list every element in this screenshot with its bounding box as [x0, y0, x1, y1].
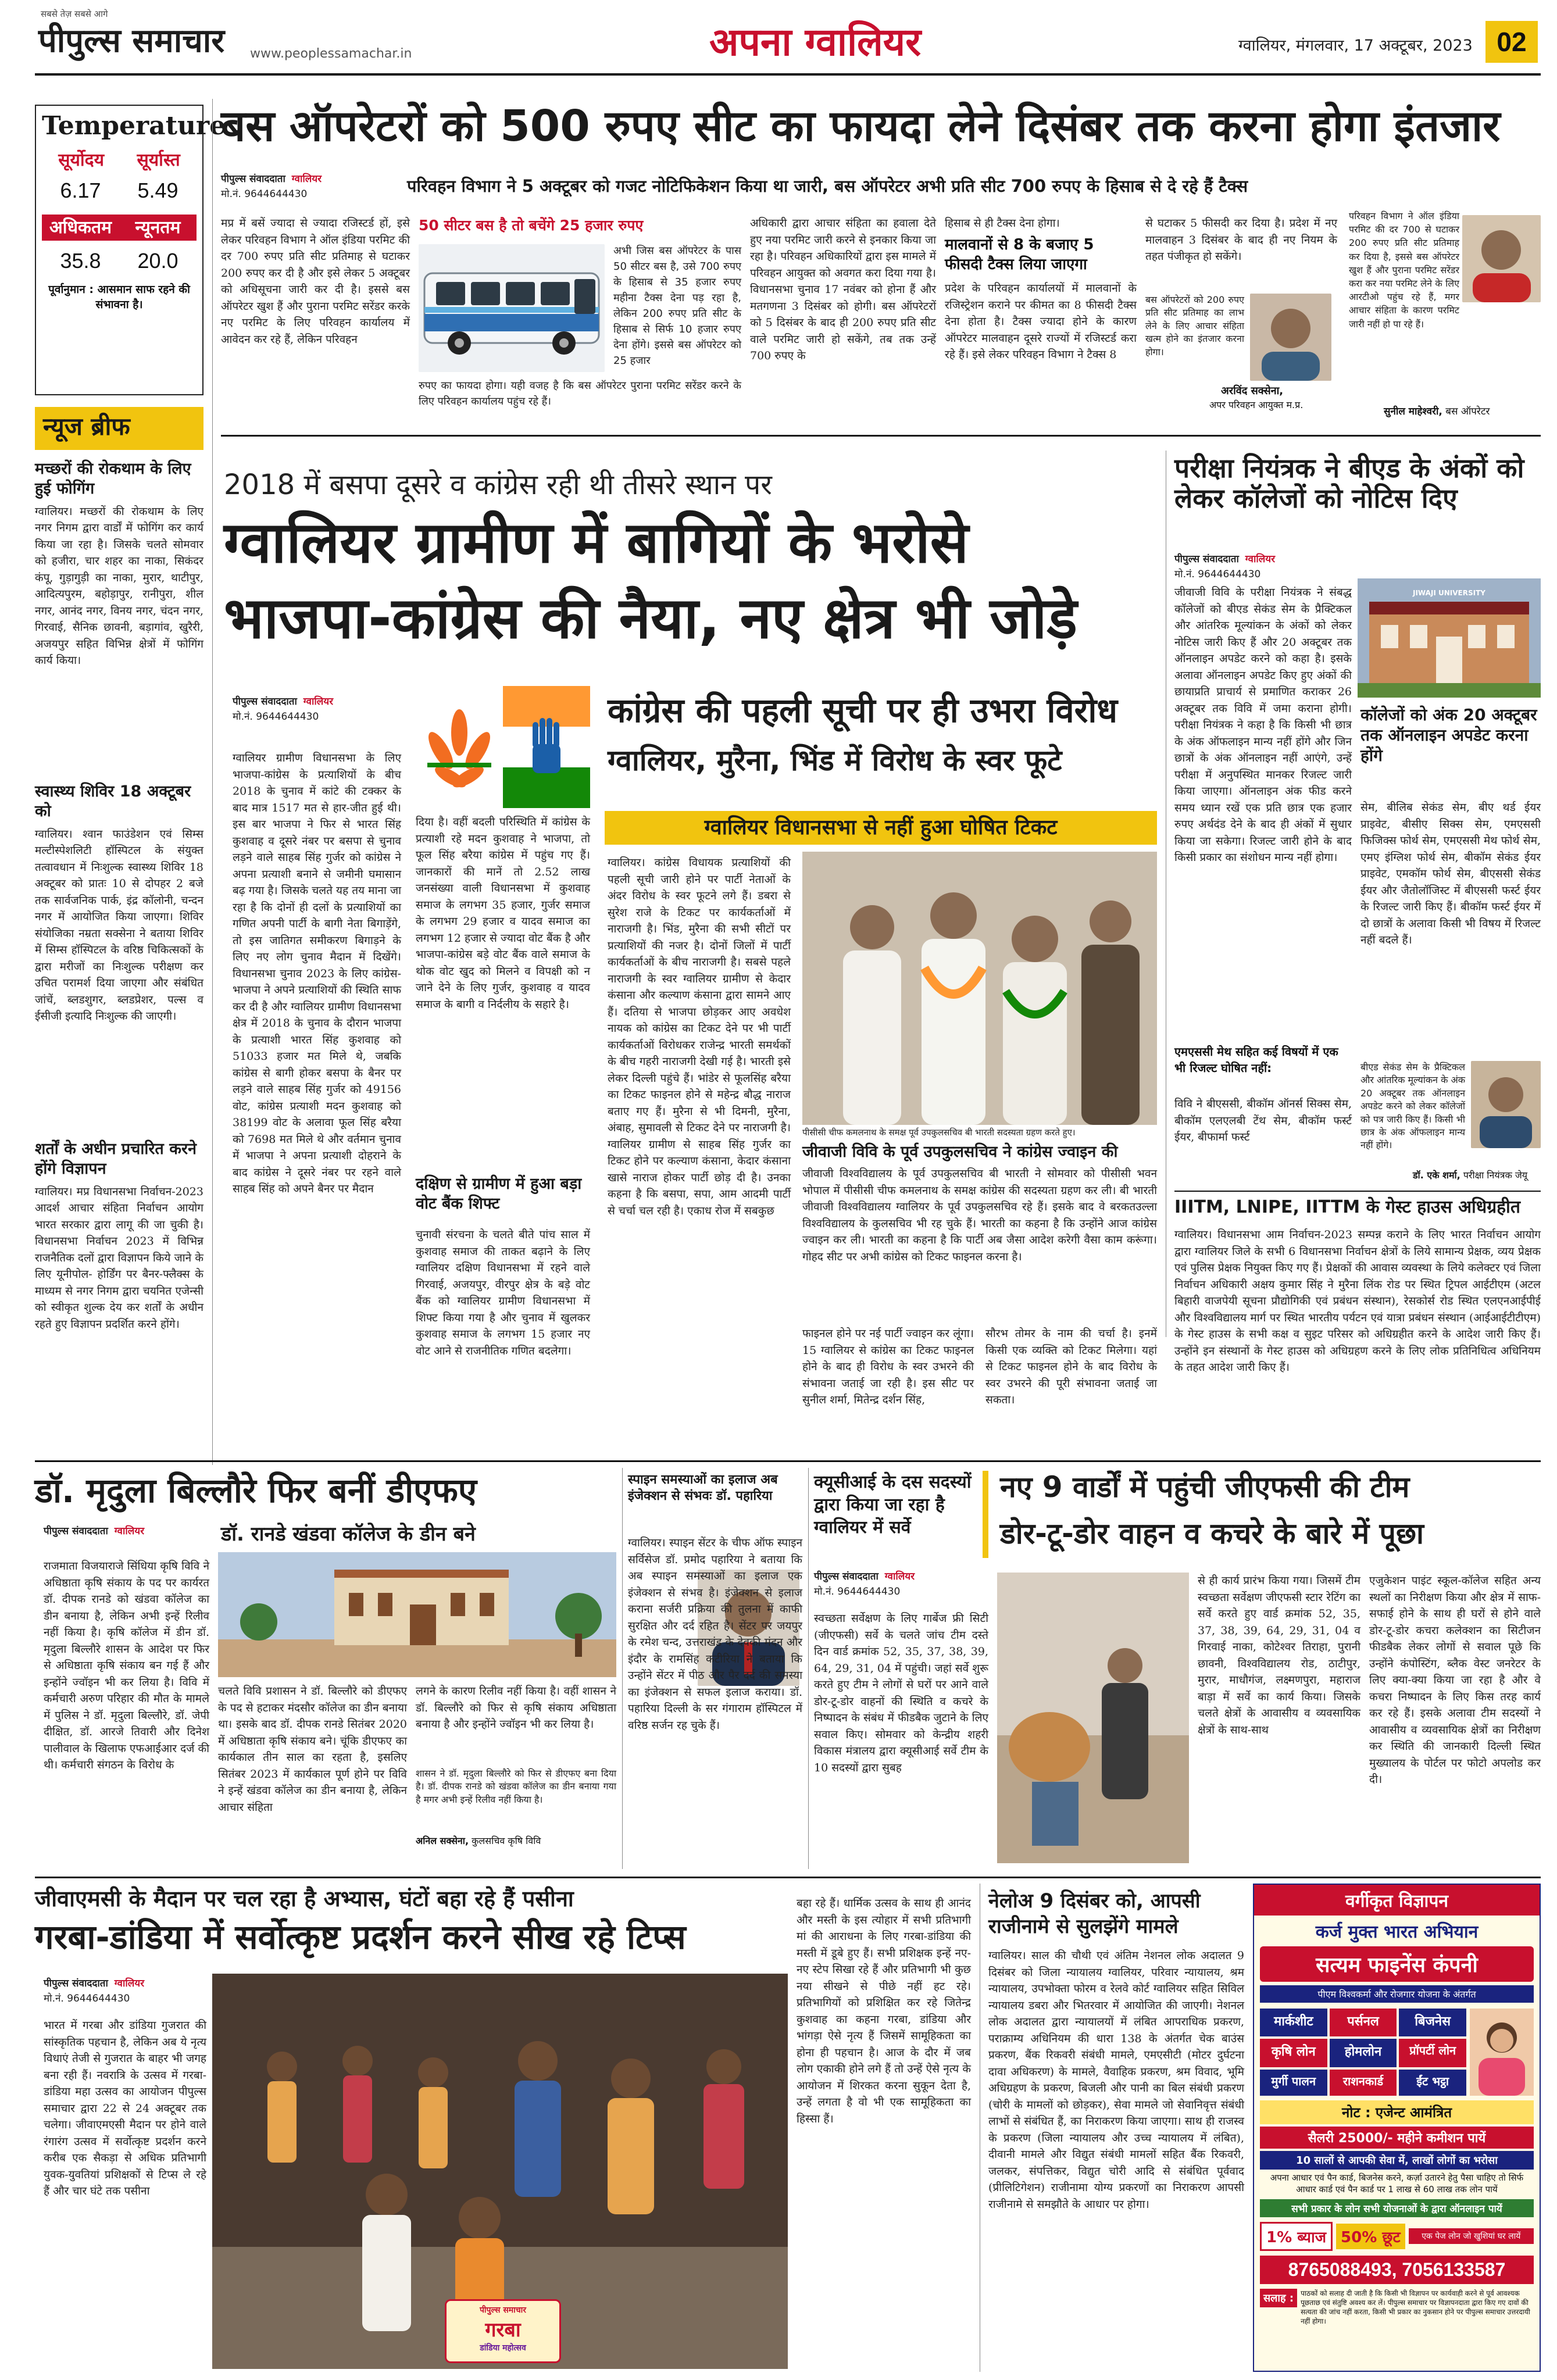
garba-kicker: जीवाएमसी के मैदान पर चल रहा है अभ्यास, घंटों बहा रहे हैं पसीना [35, 1886, 574, 1911]
dean-quote [416, 1767, 616, 1869]
bus-image [419, 244, 605, 372]
loan-tag: बिजनेस [1399, 2009, 1466, 2036]
exam-col1-subhead: एमएससी मेथ सहित कई विषयों में एक भी रिजल्ट घोषित नहीं: [1174, 1045, 1338, 1075]
company-tagline: पीएम विश्वकर्मा और रोजगार योजना के अंतर्गत [1260, 1985, 1534, 2003]
exam-text-col1b: विवि ने बीएससी, बीकॉम ऑनर्स सिक्स सेम, बीकॉम एलएलबी टेंथ सेम, बीकॉम फर्स्ट ईयर, बीफार्मा फर्स्ट [1174, 1098, 1352, 1143]
loan-tag: पर्सनल [1330, 2009, 1397, 2036]
politics-headline-2: भाजपा-कांग्रेस की नैया, नए क्षेत्र भी जोड़े [224, 585, 1077, 652]
brief-text: ग्वालियर। मच्छरों की रोकथाम के लिए नगर निगम द्वारा वार्डों में फोगिंग कर कार्य किया जा रहा है। जिसके चलते सोमवार को हजीरा, चार शहर का नाका, सिकंदर कंपू, गुड़ागुड़ी का नाका, मुरार, थाटीपुर, आदित्यपुरम, बहोड़ापुर, रानीपुरा, शील नगर, आनंद नगर, विनय नगर, चंदन नगर, गिरवाई, सैनिक छावनी, बड़ागांव, खुरैरी, अजयपुर सहित विभिन्न क्षेत्रों में फोगिंग कार्य किया। [35, 505, 203, 667]
salary-line: सैलरी 25000/- महीने कमीशन पायें [1260, 2127, 1534, 2149]
brief-heading: मच्छरों की रोकथाम के लिए हुई फोगिंग [35, 460, 191, 498]
agent-portrait [1470, 2009, 1534, 2096]
byline-name: पीपुल्स संवाददाता [44, 1978, 108, 1989]
news-brief-title: न्यूज ब्रीफ [43, 412, 130, 441]
info-line: अपना आधार एवं पैन कार्ड, बिजनेस करने, कर्ज़ा उतारने हेतु पैसा चाहिए तो सिर्फ आधार कार्ड एवं पैन कार्ड पर 1 लाख से 60 लाख तक लोन पायें [1270, 2172, 1524, 2195]
spine-headline: स्पाइन समस्याओं का इलाज अब इंजेक्शन से संभवः डॉ. पहारिया [628, 1473, 778, 1503]
quote-text: परिवहन विभाग ने ऑल इंडिया परमिट की दर 700 से घटाकर 200 रुपए प्रति सीट प्रतिमाह कर दिया है, इससे बस ऑपरेटर खुश हैं और पुराना परमिट सरेंडर करा कर नया परमिट लेने के लिए आरटीओ पहुंच रहे हैं, मगर आचार संहिता के कारण परमिट जारी नहीं हो पा रहे हैं। [1349, 210, 1459, 330]
easy-line: एक पेज लोन जो खुशियां घर लायें [1409, 2228, 1534, 2244]
loan-tag: प्रॉपर्टी लोन [1399, 2039, 1466, 2067]
jiwaji-text: जीवाजी विश्वविद्यालय के पूर्व उपकुलसचिव बी भारती ने सोमवार को पीसीसी भवन भोपाल में पीसीसी चीफ कमलनाथ के समक्ष कांग्रेस की सदस्यता ग्रहण कर ली। बी भारती जीवाजी विश्वविद्यालय ग्वालियर के पूर्व उपकुलसचिव रहे हैं। इसके बाद वे बरकतउल्ला विश्वविद्यालय के कुलसचिव भी रह चुके हैं। भारती का कहना है कि उन्होंने आज कांग्रेस ज्वाइन कर ली। भारती का कहना है कि पार्टी अब जैसा आदेश करेगी वैसा काम करूंगा। गोहद सीट पर अभी कांग्रेस को टिकट फाइनल करना है। [802, 1167, 1157, 1263]
gfc-headline-1: नए 9 वार्डों में पहुंची जीएफसी की टीम [1000, 1470, 1410, 1504]
section-rule [35, 1460, 1541, 1462]
congress-text-col1: ग्वालियर। कांग्रेस विधायक प्रत्याशियों की पहली सूची जारी होने पर पार्टी नेताओं के अंदर विरोध के स्वर फूटने लगे हैं। डबरा से सुरेश राजे के टिकट पर कार्यकर्ताओं में नाराजगी है। भिंड, मुरैना की सभी सीटों पर प्रत्याशियों की नजर है। दोनों जिलों में पार्टी कार्यकर्ताओं के बीच नाराजगी है। सबसे पहले नाराजगी के स्वर ग्वालियर ग्रामीण से केदार कंसाना और कल्याण कंसाना द्वारा सामने आए हैं। दतिया से भाजपा छोड़कर आए अवधेश नायक को कांग्रेस का टिकट देने पर भी पार्टी कार्यकर्ताओं विरोधकर राजेन्द्र भारती समर्थकों के बीच गहरी नाराजगी देखी गई है। भारती इसे लेकर दिल्ली पहुंचे हैं। भांडेर से फूलसिंह बरैया का टिकट फाइनल होने से महेन्द्र बौद्ध नाराज बताए गए हैं। मुरैना से भी दिमनी, मुरैना, अंबाह, सुमावली से टिकट देने पर नाराजगी है। ग्वालियर ग्रामीण से साहब सिंह गुर्जर का टिकट होने पर कल्याण कंसाना, केदार कंसाना खासे नाराज होकर पार्टी छोड़ दी है। उनका कहना है कि बसपा, सपा, आम आदमी पार्टी से चर्चा चल रही है। एकाध रोज में सबकुछ [608, 856, 791, 1217]
bus-quote1 [1145, 294, 1337, 416]
bus-text-col4: से घटाकर 5 फीसदी कर दिया है। प्रदेश में नए मालवाहन 3 दिसंबर के बाद ही नए नियम के तहत पंजीकृत हो सकेंगे। [1145, 217, 1337, 263]
loan-tag: मुर्गी पालन [1260, 2070, 1327, 2096]
section-title: अपना ग्वालियर [709, 20, 922, 65]
bus-col3-subhead: मालवानों से 8 के बजाए 5 फीसदी टैक्स लिया जाएगा [945, 236, 1094, 273]
byline-mobile: मो.नं. 9644644430 [1174, 568, 1261, 580]
advice-label: सलाह : [1260, 2289, 1297, 2307]
iiitm-text: ग्वालियर। विधानसभा आम निर्वाचन-2023 सम्पन्न कराने के लिए भारत निर्वाचन आयोग द्वारा ग्वालियर जिले के सभी 6 विधानसभा निर्वाचन क्षेत्रों के लिये सामान्य प्रेक्षक, व्यय प्रेक्षक एवं पुलिस प्रेक्षक नियुक्त किए गए हैं। प्रेक्षकों की आवास व्यवस्था के लिये कलेक्टर एवं जिला निर्वाचन अधिकारी अक्षय कुमार सिंह ने मुरैना लिंक रोड पर स्थित ट्रिपल आईटीएम (अटल बिहारी वाजपेयी सूचना प्रौद्योगिकी एवं प्रबंधन संस्थान), रेसकोर्स रोड स्थित एलएनआईपीई और विश्वविद्यालय मार्ग पर स्थित भारतीय पर्यटन एवं यात्रा प्रबंधन संस्थान (आईआईटीटीएम) के गेस्ट हाउस के सभी कक्ष व सुइट परिसर को अधिग्रहीत करने के आदेश जारी किए हैं। उन्होंने इन संस्थानों के गेस्ट हाउस को अधिग्रहण करने के लिए लोक प्रतिनिधित्व अधिनियम के तहत आदेश जारी किए हैं। [1174, 1228, 1541, 1374]
bus-text-col3a: हिसाब से ही टैक्स देना होगा। [945, 217, 1060, 230]
congress-text-col3: सौरभ तोमर के नाम की चर्चा है। इनमें किसी एक व्यक्ति को टिकट मिलेगा। यहां से टिकट फाइनल होने के बाद विरोध के स्वर उभरने की पूरी संभावना जताई जा सकता। [985, 1327, 1157, 1406]
congress-photo-caption: पीसीसी चीफ कमलनाथ के समक्ष पूर्व उपकुलसचिव बी भारती सदस्यता ग्रहण करते हुए। [802, 1127, 1076, 1138]
byline-mobile: मो.नं. 9644644430 [44, 1992, 130, 2004]
survey-headline-box [814, 1471, 988, 1558]
byline-city: ग्वालियर [114, 1525, 145, 1537]
brief-heading: शर्तों के अधीन प्रचारित करने होंगे विज्ञापन [35, 1140, 197, 1178]
dean-text-col1: राजमाता विजयाराजे सिंधिया कृषि विवि ने अधिष्ठाता कृषि संकाय के पद पर कार्यरत डॉ. दीपक रानडे को खंडवा कॉलेज का डीन बनाया है, लेकिन अभी इन्हें रिलीव नहीं किया है। कृषि कॉलेज में डीन डॉ. मृदुला बिल्लौरे शासन के आदेश पर फिर से अधिष्ठाता कृषि संकाय बन गई हैं और इन्होंने ज्वॉइन भी कर लिया है। विवि में कर्मचारी अरुण परिहार की मौत के मामले में पुलिस ने डॉ. मृदुला बिल्लौरे, डॉ. जेपी दीक्षित, डॉ. आरजे तिवारी और दिनेश पालीवाल के खिलाफ एफआईआर दर्ज की थी। कर्मचारी संगठन के विरोध के [44, 1560, 209, 1771]
sunset-label: सूर्यास्त [137, 150, 180, 171]
quote1-portrait [1250, 294, 1331, 381]
website: www.peoplessamachar.in [250, 47, 412, 61]
discount-badge: 50% छूट [1336, 2224, 1405, 2249]
iiitm-headline: IIITM, LNIPE, IITTM के गेस्ट हाउस अधिग्रहीत [1174, 1197, 1520, 1217]
masthead-rule [35, 73, 1541, 76]
dean-headline: डॉ. मृदुला बिल्लौरे फिर बनीं डीएफए [35, 1471, 477, 1510]
loan-tag: होमलोन [1330, 2039, 1397, 2067]
news-brief-item [35, 459, 203, 810]
years-line: 10 सालों से आपकी सेवा में, लाखों लोगों का भरोसा [1260, 2151, 1534, 2170]
gfc-text-col2: एजुकेशन पाइंट स्कूल-कॉलेज सहित अन्य स्थलों का निरीक्षण किया और क्षेत्र में साफ-सफाई होने के साथ ही घरों से होने वाले डोर-टू-डोर कचरा कलेक्शन का सिटीजन फीडबैक लेकर लोगों से सवाल पूछे कि उन्होंने कंपोस्टिंग, ब्लैक वेस्ट जनरेटर के लिए क्या-क्या किया जा रहा है और वे कचरा निष्पादन के लिए किस तरह कार्य कर रहे हैं। इसके अलावा टीम सदस्यों ने आवासीय व व्यवसायिक क्षेत्रों का निरीक्षण कर स्थिति की जानकारी दिल्ली स्थित मुख्यालय के पोर्टल पर फोटो अपलोड कर दी। [1369, 1574, 1541, 1786]
quote-portrait [1471, 1061, 1541, 1148]
exam-text-col1: जीवाजी विवि के परीक्षा नियंत्रक ने संबद्ध कॉलेजों को बीएड सेकंड सेम के प्रैक्टिकल और आंतरिक मूल्यांकन के अंकों को लेकर नोटिस जारी किए हैं और 20 अक्टूबर तक ऑनलाइन अपडेट करने को कहा है। इसके अलावा ऑनलाइन अपडेट किए हुए अंकों की छायाप्रति प्राचार्य से प्रमाणित कराकर 26 अक्टूबर तक विवि में जमा कराना होगी। परीक्षा नियंत्रक ने कहा है कि किसी भी छात्र के अंक ऑफलाइन मान्य नहीं होंगे और जिन छात्रों के अंक ऑनलाइन नहीं आएंगे, उन्हें परीक्षा में अनुपस्थित मानकर रिजल्ट जारी किया जाएगा। ऑनलाइन अंक फीड करने समय ध्यान रखें एक प्रति छात्र एक हजार रुपए अर्थदंड देने के बाद ही अंकों में सुधार किया जा सकेगा। रिजल्ट जारी होने के बाद किसी प्रकार का संशोधन मान्य नहीं होगा। [1174, 586, 1352, 864]
paper-name: पीपुल्स समाचार [38, 22, 225, 60]
bus-subhead: परिवहन विभाग ने 5 अक्टूबर को गजट नोटिफिकेशन किया था जारी, बस ऑपरेटर अभी प्रति सीट 700 रुपए के हिसाब से दे रहे हैं टैक्स [407, 176, 1248, 196]
company-name: सत्यम फाइनेंस कंपनी [1260, 1946, 1534, 1982]
quote-role: अपर परिवहन आयुक्त म.प्र. [1209, 399, 1304, 410]
byline-mobile: मो.नं. 9644644430 [233, 710, 319, 723]
hand-icon [533, 718, 560, 773]
quote-name: अरविंद सक्सेना, [1221, 385, 1284, 397]
exam-byline [1174, 552, 1343, 582]
politics-text-col1: ग्वालियर ग्रामीण विधानसभा के लिए भाजपा-कांग्रेस के प्रत्याशियों के बीच 2018 के चुनाव में कांटे की टक्कर के बाद मात्र 1517 मत से हार-जीत हुई थी। इस बार भाजपा ने फिर से भारत सिंह कुशवाह व दूसरे नंबर पर बसपा से चुनाव लड़ने वाले साहब सिंह गुर्जर को कांग्रेस ने अपना प्रत्याशी बनाने से जमीनी घमासान बढ़ गया है। जिसके चलते यह तय माना जा रहा है कि दोनों ही दलों के प्रत्याशियों का गणित अपनी पार्टी के बागी नेता बिगाड़ेंगे, तो इस जातिगत समीकरण बिगाड़ने के लिए नए लोग चुनाव मैदान में दिखेंगे। विधानसभा चुनाव 2023 के लिए कांग्रेस-भाजपा ने अपने प्रत्याशियों की स्थिति साफ कर दी है और ग्वालियर ग्रामीण विधानसभा क्षेत्र में 2018 के चुनाव के दौरान भाजपा के प्रत्याशी भारत सिंह कुशवाह को 51033 हजार मत मिले थे, जबकि कांग्रेस से बागी होकर बसपा के बैनर पर लड़ने वाले साहब सिंह गुर्जर को 49156 वोट, कांग्रेस प्रत्याशी मदन कुशवाह को 38199 वोट के अलावा फूल सिंह बरैया को 7698 मत मिले थे और वर्तमान चुनाव में भाजपा ने अपना प्रत्याशी दोहराने के बाद कांग्रेस ने दूसरे नंबर पर रहने वाले साहब सिंह को अपने बैनर पर मैदान [233, 752, 401, 1195]
congress-text-col2: फाइनल होने पर नई पार्टी ज्वाइन कर लूंगा। 15 ग्वालियर से कांग्रेस का टिकट फाइनल होने के बाद ही विरोध के स्वर उभरने की संभावना जताई जा रही है। इस सीट पर सुनील शर्मा, मितेन्द्र दर्शन सिंह, [802, 1327, 974, 1406]
exam-quote [1360, 1061, 1541, 1183]
brief-heading: स्वास्थ्य शिविर 18 अक्टूबर को [35, 782, 191, 820]
congress-photo [802, 852, 1157, 1125]
byline-mobile: मो.नं. 9644644430 [814, 1585, 901, 1598]
note-line: नोट : एजेन्ट आमंत्रित [1260, 2100, 1534, 2124]
quote-text: बीएड सेकंड सेम के प्रैक्टिकल और आंतरिक मूल्यांकन के अंक 20 अक्टूबर तक ऑनलाइन अपडेट करने को लेकर कॉलेजों को पत्र जारी किए हैं। किसी भी छात्र के अंक ऑफलाइन मान्य नहीं होंगे। [1360, 1062, 1465, 1151]
spine-text: ग्वालियर। स्पाइन सेंटर के चीफ ऑफ स्पाइन सर्विसेज डॉ. प्रमोद पहारिया ने बताया कि अब स्पाइन समस्याओं का इलाज एक इंजेक्शन से संभव है। इंजेक्शन से इलाज कराना सर्जरी प्रक्रिया की तुलना में काफी सुरक्षित और दर्द रहित है। सेंटर पर जयपुर के रमेश चन्द, उत्तराखंड के देवकी मंदन और इंदौर के रामसिंह कटीरिया ने बताया कि उन्होंने सेंटर में पीठ और पैर दर्द की समस्या का इंजेक्शन से सफल इलाज कराया। डॉ. पहारिया दिल्ली के सर गंगाराम हॉस्पिटल में वरिष्ठ सर्जन रह चुके हैं। [628, 1536, 802, 1732]
quote-role: परीक्षा नियंत्रक जेयू [1463, 1170, 1527, 1181]
column-divider [622, 1468, 623, 1869]
loan-tag: कृषि लोन [1260, 2039, 1327, 2067]
bus-text-col2: अधिकारी द्वारा आचार संहिता का हवाला देते हुए नया परमिट जारी करने से इनकार किया जा रहा है। परिवहन अधिकारियों द्वारा इस मामले में परिवहन आयुक्त को अवगत करा दिया गया है। विधानसभा चुनाव 17 नवंबर को होना हैं और मतगणना 3 दिसंबर को होगी। बस ऑपरेटरों को 5 दिसंबर के बाद ही 200 रुपए प्रति सीट वाले परमिट जारी हो सकेंगे, तब तक उन्हें 700 रुपए के [750, 217, 936, 362]
bus-photo-caption: अभी जिस बस ऑपरेटर के पास 50 सीटर बस है, उसे 700 रुपए के हिसाब से 35 हजार रुपए महीना टैक्स देना पड़ रहा है, लेकिन 200 रुपए प्रति सीट के हिसाब से सिर्फ 10 हजार रुपए देना होंगे। इससे बस ऑपरेटर को 25 हजार [613, 245, 741, 367]
dean-byline [44, 1524, 212, 1539]
min-label: न्यूनतम [135, 217, 181, 238]
bus-text-col1b: रुपए का फायदा होगा। यही वजह है कि बस ऑपरेटर पुराना परमिट सरेंडर करने के लिए परिवहन कार्यालय पहुंच रहे हैं। [419, 380, 741, 408]
quote-text: बस ऑपरेटरों को 200 रुपए प्रति सीट प्रतिमाह का लाभ लेने के लिए आचार संहिता खत्म होने का इंतजार करना होगा। [1145, 294, 1244, 358]
news-brief-item [35, 782, 203, 1163]
politics-kicker: 2018 में बसपा दूसरे व कांग्रेस रही थी तीसरे स्थान पर [224, 469, 772, 501]
classified-ad [1253, 1884, 1541, 2372]
bus-photo-caption-title: 50 सीटर बस है तो बचेंगे 25 हजार रुपए [419, 217, 644, 234]
byline-name: पीपुल्स संवाददाता [233, 696, 297, 707]
dean-subhead: डॉ. रानडे खंडवा कॉलेज के डीन बने [221, 1523, 476, 1546]
exam-side-head: कॉलेजों को अंक 20 अक्टूबर तक ऑनलाइन अपडेट करना होंगे [1360, 705, 1537, 765]
news-brief-item [35, 1139, 203, 1486]
lok-text: ग्वालियर। साल की चौथी एवं अंतिम नेशनल लोक अदालत 9 दिसंबर को जिला न्यायालय ग्वालियर, परिवार न्यायालय, श्रम न्यायालय, उपभोक्ता फोरम व रेलवे कोर्ट ग्वालियर सहित सिविल न्यायालय डबरा और भितरवार में आयोजित की जाएगी। नेशनल लोक अदालत द्वारा न्यायालयों में लंबित आपराधिक प्रकरण, पराक्राम्य अधिनियम की धारा 138 के अंतर्गत चेक बाउंस प्रकरण, बैंक रिकवरी संबंधी मामले, एमएसीटी (मोटर दुर्घटना दावा अधिकरण) के मामले, वैवाहिक प्रकरण, श्रम विवाद, भूमि अधिग्रहण के प्रकरण, बिजली और पानी का बिल संबंधी प्रकरण (चोरी के मामलों को छोड़कर), सेवा मामले जो सेवानिवृत्त संबंधी लाभों से संबंधित हैं, का निराकरण किया जाएगा। साथ ही राजस्व के प्रकरण (जिला न्यायालय और उच्च न्यायालय में लंबित), दीवानी मामले और विद्युत संबंधी मामलों सहित बैंक रिकवरी, जलकर, संपत्तिकर, विद्युत चोरी आदि से संबंधित पूर्ववाद (प्रीलिटिगेशन) राजीनामा योग्य प्रकरणों का निराकरण आपसी राजीनामे से समझौते के आधार पर होगा। [988, 1949, 1244, 2211]
sunrise-label: सूर्योदय [58, 150, 105, 171]
byline-city: ग्वालियर [114, 1978, 145, 1989]
masthead-tagline: सबसे तेज़ सबसे आगे [41, 9, 108, 19]
byline-name: पीपुल्स संवाददाता [44, 1525, 108, 1537]
gfc-text-col1: से ही कार्य प्रारंभ किया गया। जिसमें टीम स्वच्छता सर्वेक्षण जीएफसी स्टार रेटिंग का सर्वे करते हुए वार्ड क्रमांक 52, 35, 37, 38, 39, 64, 29, 31, 04 व गिरवाई नाका, कोटेश्वर तिराहा, पुरानी छावनी, विश्वविद्यालय रोड, ठाटीपुर, मुरार, माधौगंज, लक्ष्मणपुरा, महाराज बाड़ा में सर्वे का कार्य किया। जिसके चलते क्षेत्रों के आवासीय व व्यवसायिक क्षेत्रों के साथ-साथ [1198, 1574, 1360, 1736]
lok-headline: नेलोअ 9 दिसंबर को, आपसी राजीनामे से सुलझेंगे मामले [988, 1889, 1201, 1939]
section-rule [35, 1877, 1541, 1878]
politics-byline [233, 695, 401, 724]
logo-bot: डांडिया महोत्सव [480, 2343, 526, 2353]
university-photo [1358, 578, 1541, 698]
bus-text-col1: मप्र में बसें ज्यादा से ज्यादा रजिस्टर्ड हों, इसे लेकर परिवहन विभाग ने ऑल इंडिया परमिट की दर 700 रुपए प्रति सीट प्रतिमाह से घटाकर 200 रुपए कर दी है और इसे लेकर 5 अक्टूबर को अधिसूचना जारी कर दी है। इससे बस ऑपरेटर खुश हैं और पुराना परमिट सरेंडर करके नए परमिट के लिए परिवहन कार्यालय में आवेदन कर रहे हैं, लेकिन परिवहन [221, 217, 410, 346]
party-logos [416, 686, 590, 808]
garba-text-col2: बहा रहे हैं। धार्मिक उत्सव के साथ ही आनंद और मस्ती के इस त्योहार में सभी प्रतिभागी मां की आराधना के लिए गरबा-डांडिया की मस्ती में डूबे हुए हैं। सभी प्रशिक्षक इन्हें नए-नए स्टेप सिखा रहे हैं और प्रतिभागी भी कुछ नया सीखने से पीछे नहीं हट रहे। प्रतिभागियों को प्रशिक्षित कर रहे जितेन्द्र कुशवाह का कहना गरबा, डांडिया और भांगड़ा ऐसे नृत्य हैं जिसमें सामूहिकता का होना ही पहचान है। आज के दौर में जब लोग एकाकी होने लगे हैं तो उन्हें ऐसे नृत्य के आयोजन में शिरकत करना सुकून देता है, उन्हें लगता है वो भी एक सामूहिकता का हिस्सा हैं। [797, 1897, 971, 2125]
gfc-headline-2: डोर-टू-डोर वाहन व कचरे के बारे में पूछा [1000, 1517, 1424, 1550]
university-sign: JIWAJI UNIVERSITY [1413, 589, 1485, 597]
quote-name: सुनील माहेश्वरी, [1384, 406, 1442, 417]
jiwaji-subhead: जीवाजी विवि के पूर्व उपकुलसचिव ने कांग्रेस ज्वाइन की [802, 1143, 1118, 1161]
byline-name: पीपुल्स संवाददाता [221, 173, 285, 185]
temperature-title: Temperature [42, 111, 226, 141]
byline-name: पीपुल्स संवाददाता [1174, 553, 1239, 565]
politics-text-col2: दिया है। वहीं बदली परिस्थिति में कांग्रेस के प्रत्याशी रहे मदन कुशवाह ने भाजपा, तो फूल सिंह बरैया कांग्रेस में पहुंच गए हैं। जानकारों की मानें तो 2.52 लाख जनसंख्या वाली विधानसभा में कुशवाह समाज के लगभग 35 हजार, गुर्जर समाज के लगभग 29 हजार व यादव समाज का लगभग 12 हजार से ज्यादा वोट बैंक है और भाजपा-कांग्रेस बड़े वोट बैंक वाले समाज के थोक वोट खुद को मिलने व विपक्षी को न जाने देने के लिए गुर्जर, कुशवाह व यादव समाज के बागी व निर्दलीय के सहारे है। [416, 816, 590, 1011]
byline-city: ग्वालियर [303, 696, 334, 707]
politics-text-col2b: चुनावी संरचना के चलते बीते पांच साल में कुशवाह समाज की ताकत बढ़ाने के लिए ग्वालियर दक्षिण विधानसभा में रहने वाले गिरवाई, अजयपुर, वीरपुर क्षेत्र के बड़े वोट बैंक को ग्वालियर ग्रामीण विधानसभा में शिफ्ट किया गया है और चुनाव में खुलकर कुशवाह समाज के लगभग 15 हजार नए वोट आने से राजनीतिक गणित बदलेगा। [416, 1228, 590, 1357]
quote-name: डॉ. एके शर्मा, [1413, 1170, 1460, 1181]
byline-city: ग्वालियर [1245, 553, 1276, 565]
min-value: 20.0 [137, 249, 178, 273]
dean-text-col2: चलते विवि प्रशासन ने डॉ. बिल्लौरे को डीएफए के पद से हटाकर मंदसौर कॉलेज का डीन बनाया था। इसके बाद डॉ. दीपक रानडे सितंबर 2020 में अधिष्ठाता कृषि संकाय बने। चूंकि डीएफए का कार्यकाल तीन साल का रहता है, इसलिए सितंबर 2023 में कार्यकाल पूर्ण होने पर विवि ने इन्हें खंडवा कॉलेज का डीन बनाया है, लेकिन आचार संहिता [218, 1685, 407, 1814]
politics-headline-1: ग्वालियर ग्रामीण में बागियों के भरोसे [224, 510, 969, 576]
loan-tag: मार्कशीट [1260, 2009, 1327, 2036]
masthead [0, 0, 1557, 87]
congress-headline: कांग्रेस की पहली सूची पर ही उभरा विरोध [608, 691, 1118, 730]
sunset-value: 5.49 [137, 178, 178, 202]
quote-name: अनिल सक्सेना, [416, 1835, 469, 1846]
bus-quote2 [1349, 209, 1541, 419]
classified-header: वर्गीकृत विज्ञापन [1254, 1885, 1540, 1916]
banner-text: ग्वालियर विधानसभा से नहीं हुआ घोषित टिकट [704, 816, 1058, 839]
byline-name: पीपुल्स संवाददाता [814, 1571, 879, 1582]
garba-logo [445, 2299, 561, 2363]
quote-role: बस ऑपरेटर [1445, 406, 1490, 417]
logo-mid: गरबा [485, 2318, 521, 2342]
dean-photo [218, 1552, 616, 1677]
forecast: पूर्वानुमान : आसमान साफ रहने की संभावना है। [48, 283, 190, 312]
bus-byline [221, 172, 390, 202]
quote-text: शासन ने डॉ. मृदुला बिल्लौरे को फिर से डीएफए बना दिया है। डॉ. दीपक रानडे को खंडवा कॉलेज का डीन बनाया गया है मगर अभी इन्हें रिलीव नहीं किया है। [416, 1768, 616, 1805]
dateline: ग्वालियर, मंगलवार, 17 अक्टूबर, 2023 [1238, 37, 1473, 55]
survey-text: स्वच्छता सर्वेक्षण के लिए गार्बेज फ्री सिटी (जीएफसी) सर्वे के चलते जांच टीम दस्ते दिन वार्ड क्रमांक 52, 35, 37, 38, 39, 64, 29, 31, 04 में पहुंची। जहां सर्वे शुरू करते हुए टीम ने लोगों से घरों पर आने वाले डोर-टू-डोर वाहनों की स्थिति व कचरे के निष्पादन के संबंध में फीडबैक जुटाने के लिए सवाल किए। सोमवार को केन्द्रीय शहरी विकास मंत्रालय द्वारा क्यूसीआई सर्वे टीम के 10 सदस्यों द्वारा सुबह [814, 1612, 988, 1774]
news-brief-header [35, 407, 203, 450]
column-divider [808, 1468, 809, 1869]
brief-text: ग्वालियर। श्वान फाउंडेशन एवं सिम्स मल्टीस्पेशलिटी हॉस्पिटल के संयुक्त तत्वावधान में निःशुल्क स्वास्थ्य शिविर 18 अक्टूबर को प्रातः 10 से दोपहर 2 बजे तक सार्वजनिक पार्क, इंद्र कॉलोनी, चन्दन नगर में आयोजित किया जाएगा। शिविर संयोजिका नम्रता सक्सेना ने बताया शिविर में सिम्स हॉस्पिटल के वरिष्ठ चिकित्सकों के द्वारा मरीजों का निःशुल्क परीक्षण कर उचित परामर्श दिया जाएगा और संबंधित जांचें, ब्लडशुगर, ब्लडप्रेशर, पल्स व ईसीजी इत्यादि निःशुल्क की जाएगी। [35, 827, 203, 1023]
phone-numbers: 8765088493, 7056133587 [1260, 2256, 1534, 2284]
dean-text-col3: लगने के कारण रिलीव नहीं किया है। वहीं शासन ने डॉ. बिल्लौरे को फिर से कृषि संकाय अधिष्ठाता बनाया है और इन्होंने ज्वॉइन भी कर लिया है। [416, 1685, 616, 1731]
sunrise-value: 6.17 [60, 178, 101, 202]
loan-tag: ईंट भट्ठा [1399, 2070, 1466, 2096]
brief-text: ग्वालियर। मप्र विधानसभा निर्वाचन-2023 आदर्श आचार संहिता निर्वाचन आयोग भारत सरकार द्वारा लागू की जा चुकी है। विधानसभा निर्वाचन 2023 में विभिन्न राजनैतिक दलों द्वारा विज्ञापन किये जाने के लिए यूनीपोल- होर्डिंग पर बैनर-फ्लैक्स के माध्यम से नगर निगम द्वारा चयनित एजेन्सी को स्वीकृत शुल्क देय कर शर्तों के अधीन रहते हुए विज्ञापन प्रदर्शित करने होंगे। [35, 1185, 203, 1331]
max-label: अधिकतम [49, 217, 112, 238]
bus-headline: बस ऑपरेटरों को 500 रुपए सीट का फायदा लेने दिसंबर तक करना होगा इंतजार [221, 101, 1501, 151]
byline-mobile: मो.नं. 9644644430 [221, 188, 308, 200]
survey-byline [814, 1570, 988, 1599]
politics-col2-subhead: दक्षिण से ग्रामीण में हुआ बड़ा वोट बैंक शिफ्ट [416, 1175, 582, 1213]
logo-top: पीपुल्स समाचार [479, 2306, 527, 2315]
congress-banner [605, 811, 1157, 845]
temperature-box [35, 105, 226, 395]
byline-city: ग्वालियर [291, 173, 322, 185]
column-divider [212, 99, 213, 1465]
page-number: 02 [1485, 21, 1538, 63]
garba-byline [44, 1977, 206, 2006]
section-rule [221, 435, 1541, 437]
quote-role: कुलसचिव कृषि विवि [472, 1835, 541, 1846]
bus-text-col3: प्रदेश के परिवहन कार्यालयों में मालवानों के रजिस्ट्रेशन कराने पर कीमत का 8 फीसदी टैक्स देना होता है। टैक्स ज्यादा होने के कारण ऑपरेटर मालवाहन दूसरे राज्यों में रजिस्टर्ड करा रहे हैं। इसे लेकर परिवहन विभाग ने टैक्स 8 [945, 282, 1137, 361]
schemes-line: सभी प्रकार के लोन सभी योजनाओं के द्वारा ऑनलाइन पायें [1260, 2199, 1534, 2217]
bus-photo [419, 244, 605, 372]
garba-photo [212, 1974, 788, 2369]
garba-text-col1: भारत में गरबा और डांडिया गुजरात की सांस्कृतिक पहचान है, लेकिन अब ये नृत्य विधाएं तेजी से गुजरात के बाहर भी जगह बना रही हैं। नवरात्रि के उत्सव में गरबा-डांडिया महा उत्सव का आयोजन पीपुल्स समाचार द्वारा 22 से 24 अक्टूबर तक चलेगा। जीवाएमएसी मैदान पर होने वाले रंगारंग उत्सव में सर्वोत्कृष्ट प्रदर्शन करने करीब एक सैकड़ा से अधिक प्रतिभागी युवक-युवतियां प्रशिक्षकों से टिप्स ले रहे हैं और चार घंटे तक पसीना [44, 2019, 206, 2197]
exam-text-col2: सेम, बीलिब सेकंड सेम, बीए थर्ड ईयर प्राइवेट, बीसीए सिक्स सेम, एमएससी फिजिक्स फोर्थ सेम, एमएससी मेथ फोर्थ सेम, एमए इंग्लिश फोर्थ सेम, बीकॉम सेकंड ईयर प्राइवेट, एमकॉम फोर्थ सेम, बीएससी सेकंड ईयर और जैतोलॉजिस्ट में बीएससी फर्स्ट ईयर के रिजल्ट जारी किए हैं। बीकॉम फर्स्ट ईयर में दो छात्रों के अलावा किसी भी विषय में रिजल्ट नहीं बदले हैं। [1360, 801, 1541, 946]
quote2-portrait [1462, 215, 1541, 302]
byline-city: ग्वालियर [884, 1571, 915, 1582]
gfc-photo [997, 1573, 1189, 1863]
interest-badge: 1% ब्याज [1260, 2222, 1333, 2251]
exam-headline: परीक्षा नियंत्रक ने बीएड के अंकों को लेकर कॉलेजों को नोटिस दिए [1174, 452, 1524, 514]
advice-text: पाठकों को सलाह दी जाती है कि किसी भी विज्ञापन पर कार्यवाही करने से पूर्व आवश्यक पूछताछ एवं संतुष्टि अवश्य कर लें। पीपुल्स समाचार पर विज्ञापनदाता द्वारा किए गए दावों की सत्यता की जांच नहीं करता, किसी भी प्रकार का नुकसान होने पर पीपुल्स समाचार उत्तरदायी नहीं होगा। [1301, 2289, 1530, 2326]
max-value: 35.8 [60, 249, 101, 273]
congress-headline-2: ग्वालियर, मुरैना, भिंड में विरोध के स्वर फूटे [608, 744, 1062, 777]
loan-tag: राशनकार्ड [1330, 2070, 1397, 2096]
survey-headline: क्यूसीआई के दस सदस्यों द्वारा किया जा रहा है ग्वालियर में सर्वे [814, 1472, 972, 1538]
classified-subheader: कर्ज मुक्त भारत अभियान [1315, 1922, 1479, 1942]
section-rule [1174, 1191, 1541, 1192]
garba-headline: गरबा-डांडिया में सर्वोत्कृष्ट प्रदर्शन करने सीख रहे टिप्स [35, 1917, 686, 1957]
